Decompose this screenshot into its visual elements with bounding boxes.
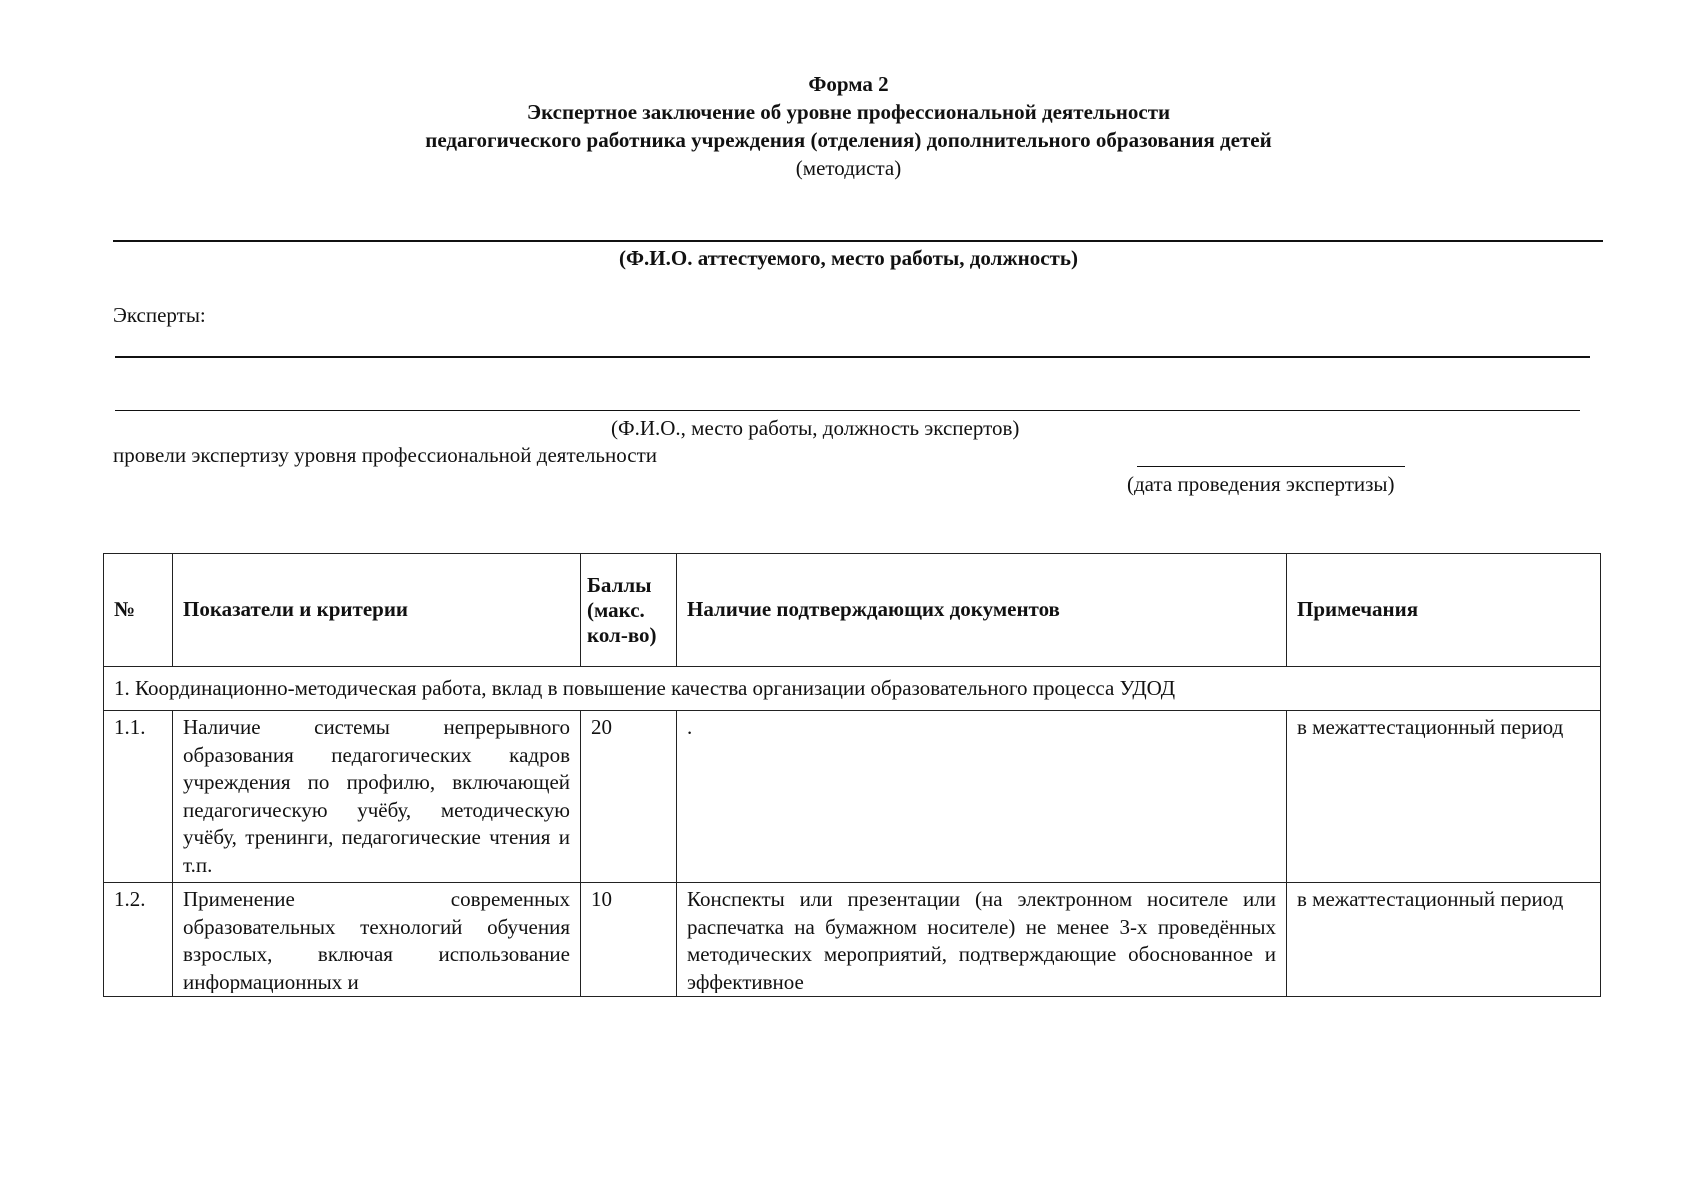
header-criteria: Показатели и критерии (173, 554, 581, 667)
experts-label: Эксперты: (113, 303, 206, 327)
experts-line-2 (115, 410, 1580, 411)
experts-caption: (Ф.И.О., место работы, должность экспертов) (611, 416, 1020, 440)
header-num: № (104, 554, 173, 667)
title-line-1: Экспертное заключение об уровне профессиональной деятельности (526, 100, 1171, 124)
row-num: 1.2. (104, 883, 173, 997)
title-line-2: педагогического работника учреждения (отделения) дополнительного образования детей (425, 128, 1272, 152)
row-notes: в межаттестационный период (1287, 711, 1601, 883)
criteria-table (103, 553, 1601, 997)
expertise-text: провели экспертизу уровня профессиональной деятельности (113, 443, 658, 467)
row-points: 10 (581, 883, 677, 997)
date-caption: (дата проведения экспертизы) (1127, 472, 1395, 496)
row-documents: . (677, 711, 1287, 883)
experts-line-1 (115, 356, 1590, 358)
row-criteria: Применение современных образовательных технологий обучения взрослых, включая использование информационных и (183, 887, 570, 993)
document-header (0, 70, 1697, 182)
header-points: Баллы (макс. кол-во) (581, 554, 677, 667)
row-criteria: Наличие системы непрерывного образования педагогических кадров учреждения по профилю, включающей педагогическую учёбу, методическую учёбу, тренинги, педагогические чтения и т.п. (173, 711, 581, 883)
row-documents-cell (677, 883, 1287, 997)
table-row (104, 883, 1601, 997)
row-notes: в межаттестационный период (1287, 883, 1601, 997)
header-notes: Примечания (1287, 554, 1601, 667)
header-documents: Наличие подтверждающих документов (677, 554, 1287, 667)
row-points: 20 (581, 711, 677, 883)
table-row (104, 711, 1601, 883)
row-documents: Конспекты или презентации (на электронном носителе или распечатка на бумажном носителе) не менее 3-х проведённых методических мероприятий, подтверждающие обоснованное и эффективное (687, 887, 1276, 993)
form-label: Форма 2 (808, 72, 889, 96)
row-criteria-cell (173, 883, 581, 997)
table-header-row (104, 554, 1601, 667)
section-title: 1. Координационно-методическая работа, вклад в повышение качества организации образовательного процесса УДОД (104, 667, 1601, 711)
row-num: 1.1. (104, 711, 173, 883)
date-line (1137, 466, 1405, 467)
title-subtitle: (методиста) (795, 156, 902, 180)
subject-signature-line (113, 240, 1603, 242)
subject-caption: (Ф.И.О. аттестуемого, место работы, должность) (619, 246, 1078, 270)
section-row (104, 667, 1601, 711)
